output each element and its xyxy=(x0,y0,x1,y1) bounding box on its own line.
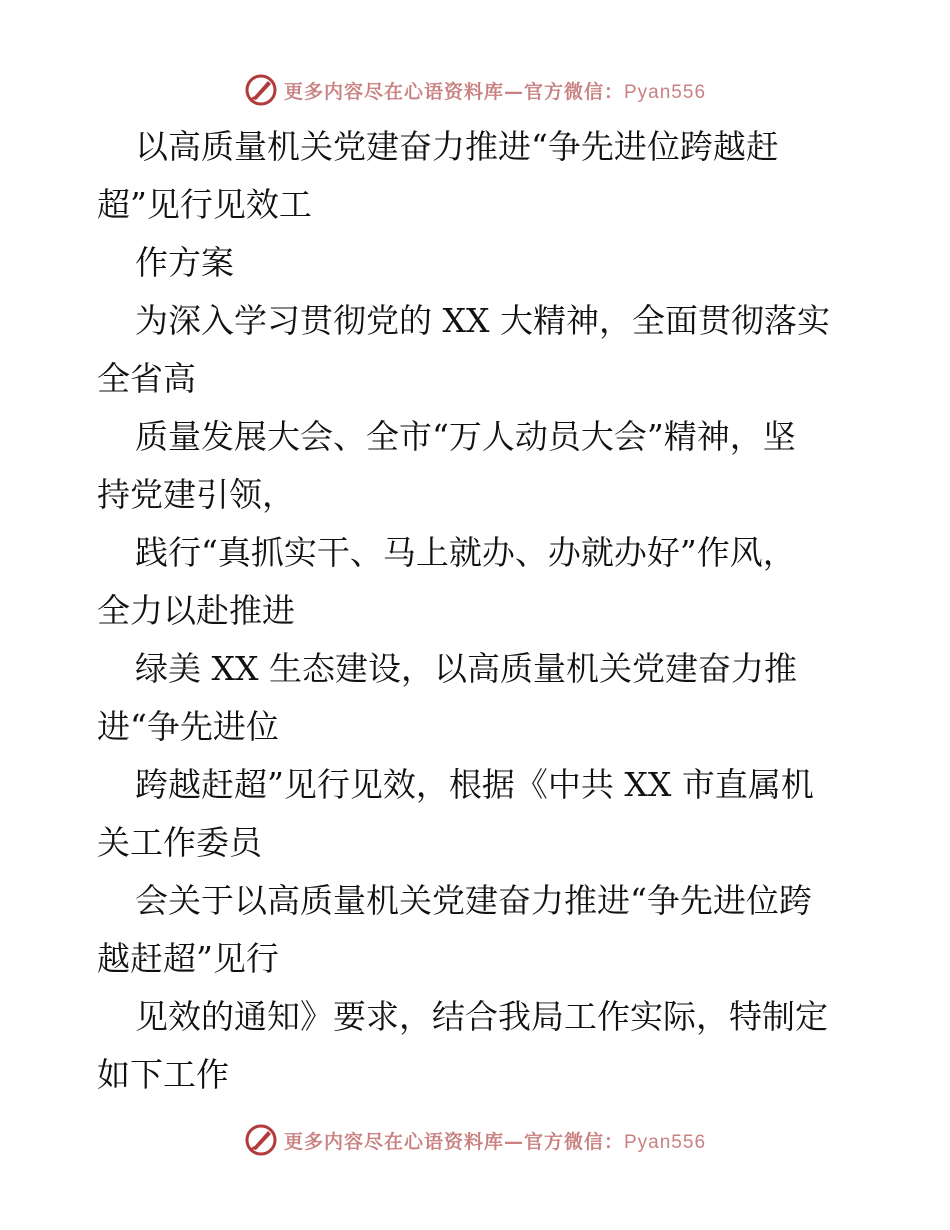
quill-logo-icon xyxy=(244,73,278,107)
document-body xyxy=(97,118,867,1104)
footer-wechat-id: Pyan556 xyxy=(624,1131,707,1153)
doc-line: 关工作委员 xyxy=(97,823,262,862)
doc-line: 进“争先进位 xyxy=(97,707,279,746)
header-watermark-banner xyxy=(0,70,950,110)
doc-line: 为深入学习贯彻党的 XX 大精神，全面贯彻落实 xyxy=(135,301,830,340)
doc-line: 以高质量机关党建奋力推进“争先进位跨越赶 xyxy=(135,127,779,166)
doc-line: 会关于以高质量机关党建奋力推进“争先进位跨 xyxy=(135,881,812,920)
header-banner-label: 更多内容尽在心语资料库—官方微信： xyxy=(283,80,624,103)
footer-watermark-banner xyxy=(0,1120,950,1160)
doc-line: 全省高 xyxy=(97,359,196,398)
doc-line: 作方案 xyxy=(135,243,234,282)
doc-line: 越赶超”见行 xyxy=(97,939,279,978)
doc-line: 质量发展大会、全市“万人动员大会”精神，坚 xyxy=(135,417,796,456)
footer-banner-text xyxy=(284,1127,706,1154)
quill-logo-icon xyxy=(244,1123,278,1157)
doc-line: 超”见行见效工 xyxy=(97,185,312,224)
doc-line: 见效的通知》要求，结合我局工作实际，特制定 xyxy=(135,997,828,1036)
header-wechat-id: Pyan556 xyxy=(624,81,707,103)
header-banner-text xyxy=(284,77,706,104)
doc-line: 跨越赶超”见行见效，根据《中共 XX 市直属机 xyxy=(135,765,814,804)
footer-banner-label: 更多内容尽在心语资料库—官方微信： xyxy=(283,1130,624,1153)
doc-line: 践行“真抓实干、马上就办、办就办好”作风， xyxy=(135,533,796,572)
doc-line: 全力以赴推进 xyxy=(97,591,295,630)
doc-line: 持党建引领， xyxy=(97,475,295,514)
doc-line: 绿美 XX 生态建设，以高质量机关党建奋力推 xyxy=(135,649,797,688)
doc-line: 如下工作 xyxy=(97,1055,229,1094)
